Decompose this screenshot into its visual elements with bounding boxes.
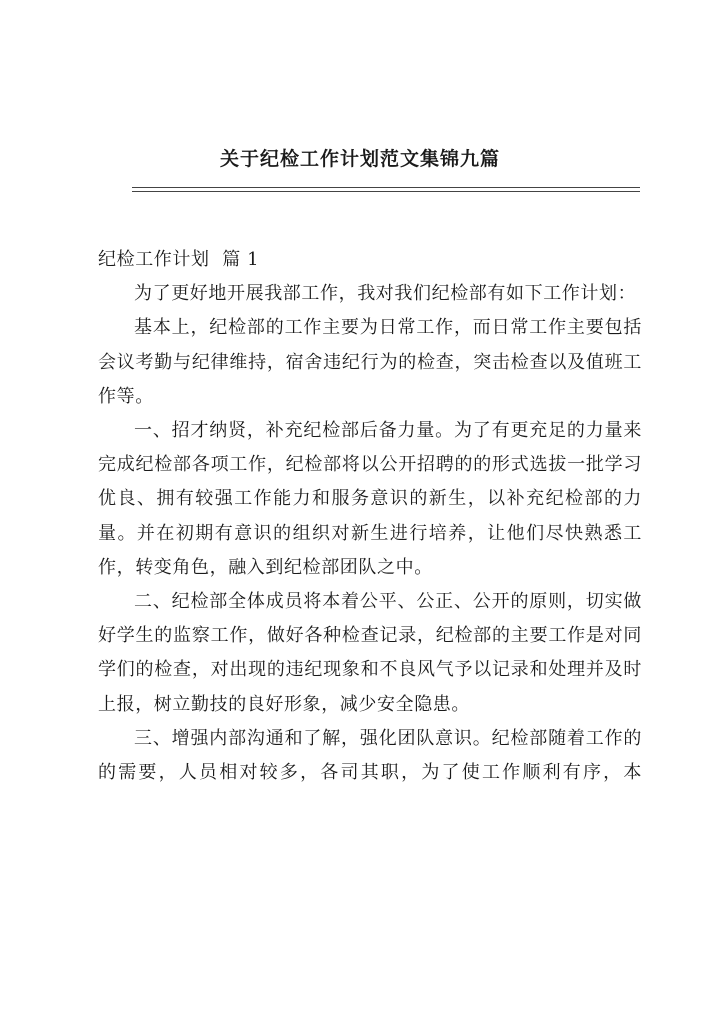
title-double-rule [132, 187, 640, 192]
document-title: 关于纪检工作计划范文集锦九篇 [219, 148, 500, 170]
paragraph-4: 二、纪检部全体成员将本着公平、公正、公开的原则，切实做好学生的监察工作，做好各种检查记录，纪检部的主要工作是对同学们的检查，对出现的违纪现象和不良风气予以记录和处理并及时上报，树立勤技的良好形象，减少安全隐患。 [98, 591, 642, 715]
paragraph-5: 三、增强内部沟通和了解，强化团队意识。纪检部随着工作的的需要，人员相对较多，各司其职，为了使工作顺利有序，本 [98, 727, 642, 784]
paragraph-2: 基本上，纪检部的工作主要为日常工作，而日常工作主要包括会议考勤与纪律维持，宿舍违纪行为的检查，突击检查以及值班工作等。 [98, 317, 642, 407]
paragraph-3: 一、招才纳贤，补充纪检部后备力量。为了有更充足的力量来完成纪检部各项工作，纪检部将以公开招聘的的形式选拔一批学习优良、拥有较强工作能力和服务意识的新生，以补充纪检部的力量。并在初期有意识的组织对新生进行培养，让他们尽快熟悉工作，转变角色，融入到纪检部团队之中。 [98, 420, 642, 578]
paragraph-1: 为了更好地开展我部工作，我对我们纪检部有如下工作计划： [134, 283, 637, 305]
document-body [98, 243, 642, 790]
section-heading: 纪检工作计划 篇 1 [98, 249, 260, 270]
